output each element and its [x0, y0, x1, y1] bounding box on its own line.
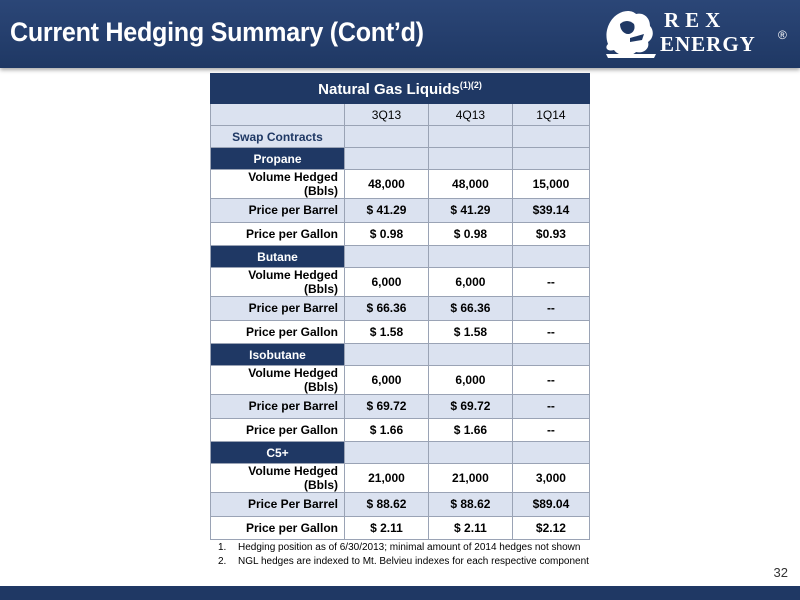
value-cell: --	[512, 395, 589, 419]
table-row	[211, 493, 590, 517]
empty-cell	[345, 148, 429, 170]
value-cell: --	[512, 320, 589, 344]
table-row	[211, 366, 590, 395]
value-cell: $ 88.62	[345, 493, 429, 517]
table-row	[211, 418, 590, 442]
page-number: 32	[773, 565, 788, 580]
value-cell: 21,000	[428, 464, 512, 493]
value-cell: $ 2.11	[345, 516, 429, 540]
value-cell: $ 1.58	[428, 320, 512, 344]
empty-cell	[345, 344, 429, 366]
footer-bar	[0, 586, 800, 600]
value-cell: 3,000	[512, 464, 589, 493]
section-header-row	[211, 246, 590, 268]
page-title: Current Hedging Summary (Cont’d)	[10, 17, 424, 47]
row-label: Volume Hedged (Bbls)	[211, 170, 345, 199]
empty-cell	[512, 246, 589, 268]
ngl-hedging-table	[210, 73, 590, 540]
value-cell: $ 41.29	[345, 199, 429, 223]
value-cell: $ 1.58	[345, 320, 429, 344]
section-name: Isobutane	[211, 344, 345, 366]
empty-cell	[512, 126, 589, 148]
section-name: C5+	[211, 442, 345, 464]
section-header-row	[211, 442, 590, 464]
section-name: Butane	[211, 246, 345, 268]
row-label: Volume Hedged (Bbls)	[211, 464, 345, 493]
table-row	[211, 464, 590, 493]
value-cell: $ 66.36	[345, 297, 429, 321]
table-title-text: Natural Gas Liquids	[318, 80, 460, 98]
table-row	[211, 516, 590, 540]
value-cell: 15,000	[512, 170, 589, 199]
row-label: Price Per Barrel	[211, 493, 345, 517]
value-cell: --	[512, 297, 589, 321]
table-title-footnote: (1)(2)	[459, 79, 482, 90]
table-row	[211, 268, 590, 297]
value-cell: $ 0.98	[345, 222, 429, 246]
value-cell: $0.93	[512, 222, 589, 246]
column-header-blank	[211, 104, 345, 126]
table-title-row	[211, 74, 590, 104]
swap-contracts-row	[211, 126, 590, 148]
value-cell: $ 1.66	[345, 418, 429, 442]
empty-cell	[428, 246, 512, 268]
section-header-row	[211, 344, 590, 366]
rex-energy-logo	[600, 4, 796, 64]
logo-line2: ENERGY	[660, 32, 756, 56]
value-cell: $ 0.98	[428, 222, 512, 246]
footnote	[218, 555, 589, 569]
value-cell: $ 69.72	[345, 395, 429, 419]
empty-cell	[428, 148, 512, 170]
footnote-number: 2.	[218, 556, 227, 567]
sections-body	[211, 148, 590, 540]
row-label: Price per Gallon	[211, 516, 345, 540]
table-row	[211, 297, 590, 321]
empty-cell	[345, 246, 429, 268]
value-cell: 6,000	[428, 366, 512, 395]
value-cell: 21,000	[345, 464, 429, 493]
row-label: Price per Barrel	[211, 199, 345, 223]
value-cell: $ 1.66	[428, 418, 512, 442]
column-header: 1Q14	[512, 104, 589, 126]
table-row	[211, 222, 590, 246]
table-row	[211, 395, 590, 419]
empty-cell	[512, 344, 589, 366]
footnote	[218, 541, 589, 555]
table-title	[211, 74, 590, 104]
header-bar	[0, 0, 800, 68]
footnote-number: 1.	[218, 542, 227, 553]
value-cell: 48,000	[345, 170, 429, 199]
empty-cell	[428, 344, 512, 366]
lion-emblem-icon	[600, 4, 660, 62]
value-cell: $ 41.29	[428, 199, 512, 223]
value-cell: $89.04	[512, 493, 589, 517]
row-label: Price per Gallon	[211, 222, 345, 246]
table-row	[211, 320, 590, 344]
footnotes	[218, 541, 589, 569]
value-cell: 6,000	[345, 366, 429, 395]
footnote-text: Hedging position as of 6/30/2013; minimal amount of 2014 hedges not shown	[238, 542, 581, 553]
column-header-row	[211, 104, 590, 126]
empty-cell	[428, 442, 512, 464]
value-cell: $2.12	[512, 516, 589, 540]
empty-cell	[512, 442, 589, 464]
empty-cell	[345, 126, 429, 148]
value-cell: $ 69.72	[428, 395, 512, 419]
column-header: 3Q13	[345, 104, 429, 126]
row-label: Price per Gallon	[211, 418, 345, 442]
section-name: Propane	[211, 148, 345, 170]
registered-mark: ®	[778, 28, 787, 42]
row-label: Price per Barrel	[211, 395, 345, 419]
value-cell: 6,000	[345, 268, 429, 297]
logo-line1: REX	[664, 8, 727, 32]
empty-cell	[512, 148, 589, 170]
value-cell: $ 66.36	[428, 297, 512, 321]
value-cell: $ 88.62	[428, 493, 512, 517]
empty-cell	[345, 442, 429, 464]
table-row	[211, 199, 590, 223]
value-cell: 6,000	[428, 268, 512, 297]
value-cell: $39.14	[512, 199, 589, 223]
row-label: Price per Gallon	[211, 320, 345, 344]
table-row	[211, 170, 590, 199]
row-label: Price per Barrel	[211, 297, 345, 321]
row-label: Volume Hedged (Bbls)	[211, 366, 345, 395]
section-header-row	[211, 148, 590, 170]
value-cell: --	[512, 418, 589, 442]
value-cell: 48,000	[428, 170, 512, 199]
value-cell: --	[512, 366, 589, 395]
row-label: Volume Hedged (Bbls)	[211, 268, 345, 297]
empty-cell	[428, 126, 512, 148]
footnote-text: NGL hedges are indexed to Mt. Belvieu indexes for each respective component	[238, 556, 589, 567]
swap-contracts-label: Swap Contracts	[211, 126, 345, 148]
value-cell: --	[512, 268, 589, 297]
value-cell: $ 2.11	[428, 516, 512, 540]
column-header: 4Q13	[428, 104, 512, 126]
